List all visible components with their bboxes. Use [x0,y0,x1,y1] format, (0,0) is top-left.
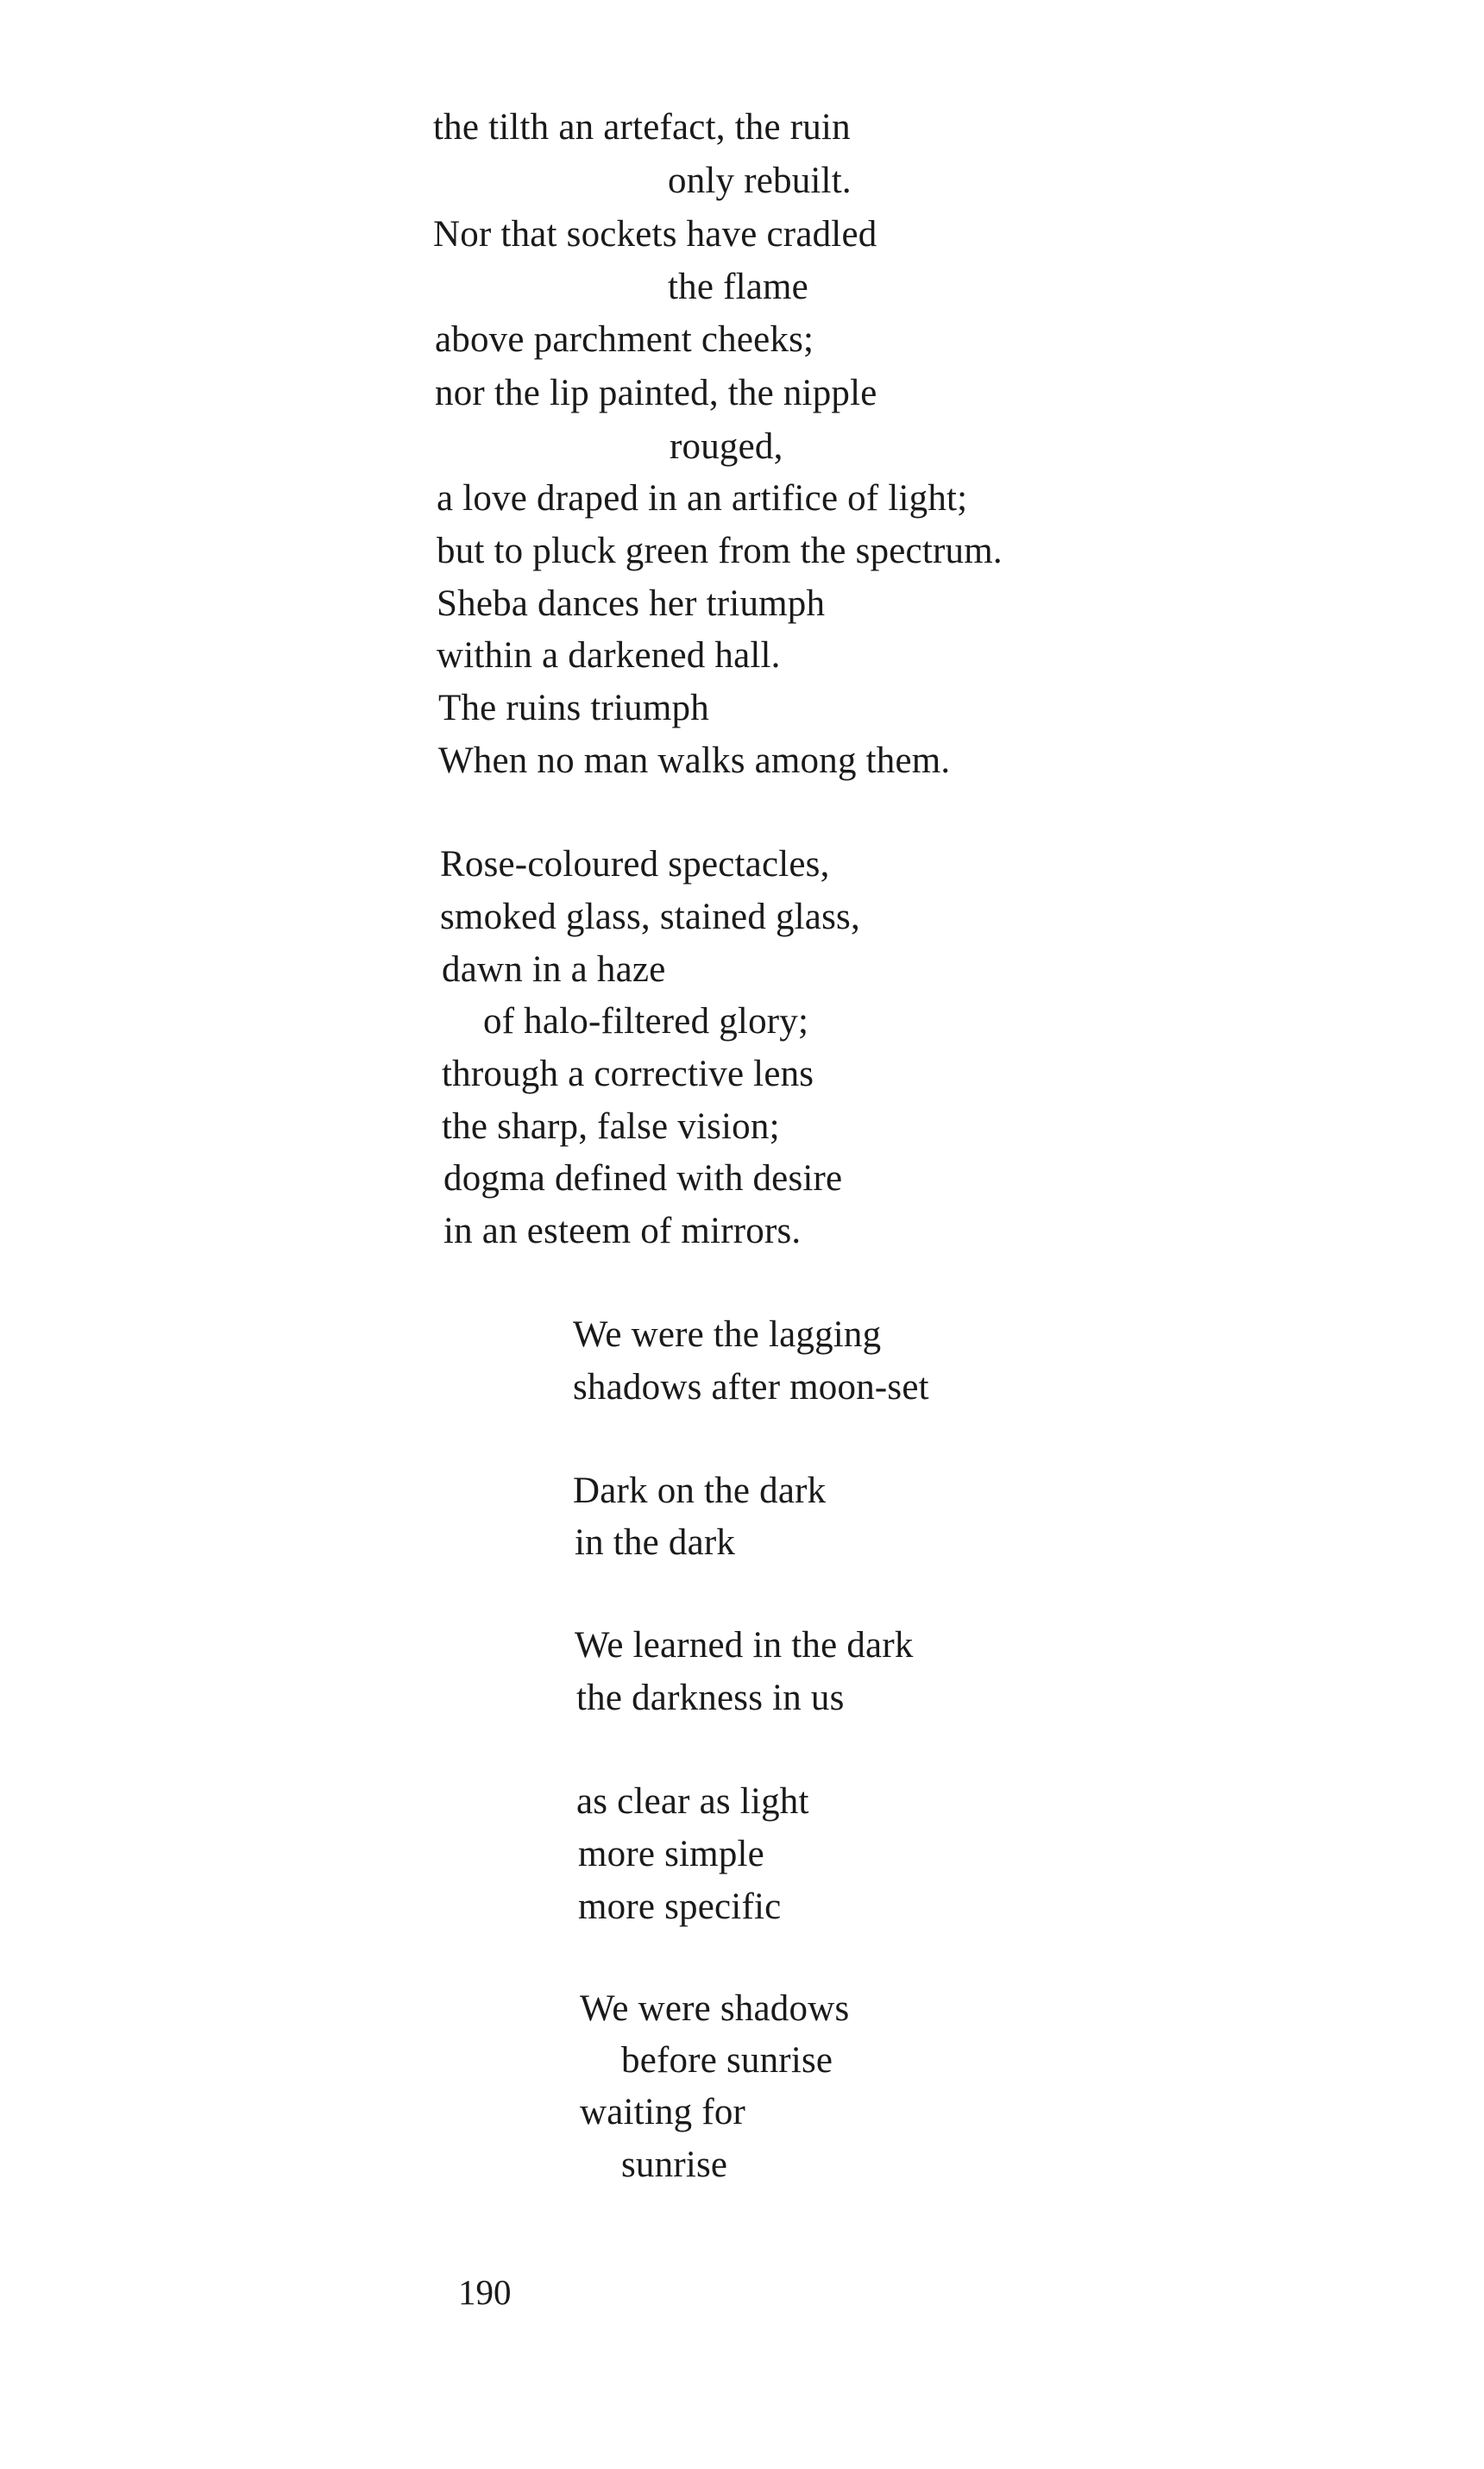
poem-line: shadows after moon-set [573,1367,929,1408]
poem-line: the sharp, false vision; [442,1106,780,1147]
poem-line: through a corrective lens [442,1054,814,1094]
poem-line: Sheba dances her triumph [437,583,826,624]
poem-line: When no man walks among them. [438,740,951,781]
poem-line: waiting for [580,2092,746,2132]
poem-line: the flame [668,267,808,307]
poem-line: more simple [578,1834,764,1874]
poem-line: We were the lagging [573,1314,882,1355]
poem-line: sunrise [621,2145,728,2185]
poem-line: rouged, [670,426,783,467]
poem-line: within a darkened hall. [437,635,781,676]
poem-line: dogma defined with desire [443,1158,843,1199]
page-number: 190 [458,2272,512,2312]
poem-line: only rebuilt. [668,161,852,201]
poem-line: Dark on the dark [573,1471,827,1511]
poem-line: nor the lip painted, the nipple [435,373,877,413]
poem-line: before sunrise [621,2040,833,2081]
poem-line: Rose-coloured spectacles, [440,844,830,885]
poem-line: the darkness in us [576,1678,845,1718]
poem-line: dawn in a haze [442,949,666,990]
poem-line: in the dark [575,1522,736,1563]
poem-line: above parchment cheeks; [435,319,814,360]
poem-line: the tilth an artefact, the ruin [433,107,851,148]
poem-line: The ruins triumph [438,688,709,728]
poem-line: in an esteem of mirrors. [443,1211,802,1251]
poem-line: Nor that sockets have cradled [433,214,877,255]
poem-line: of halo-filtered glory; [483,1001,809,1042]
poem-line: a love draped in an artifice of light; [437,478,968,519]
poem-line: more specific [578,1886,782,1927]
poem-line: We learned in the dark [575,1625,914,1666]
poem-line: smoked glass, stained glass, [440,897,860,937]
poem-line: but to pluck green from the spectrum. [437,531,1003,571]
poem-line: We were shadows [580,1988,850,2029]
poem-line: as clear as light [576,1781,809,1822]
